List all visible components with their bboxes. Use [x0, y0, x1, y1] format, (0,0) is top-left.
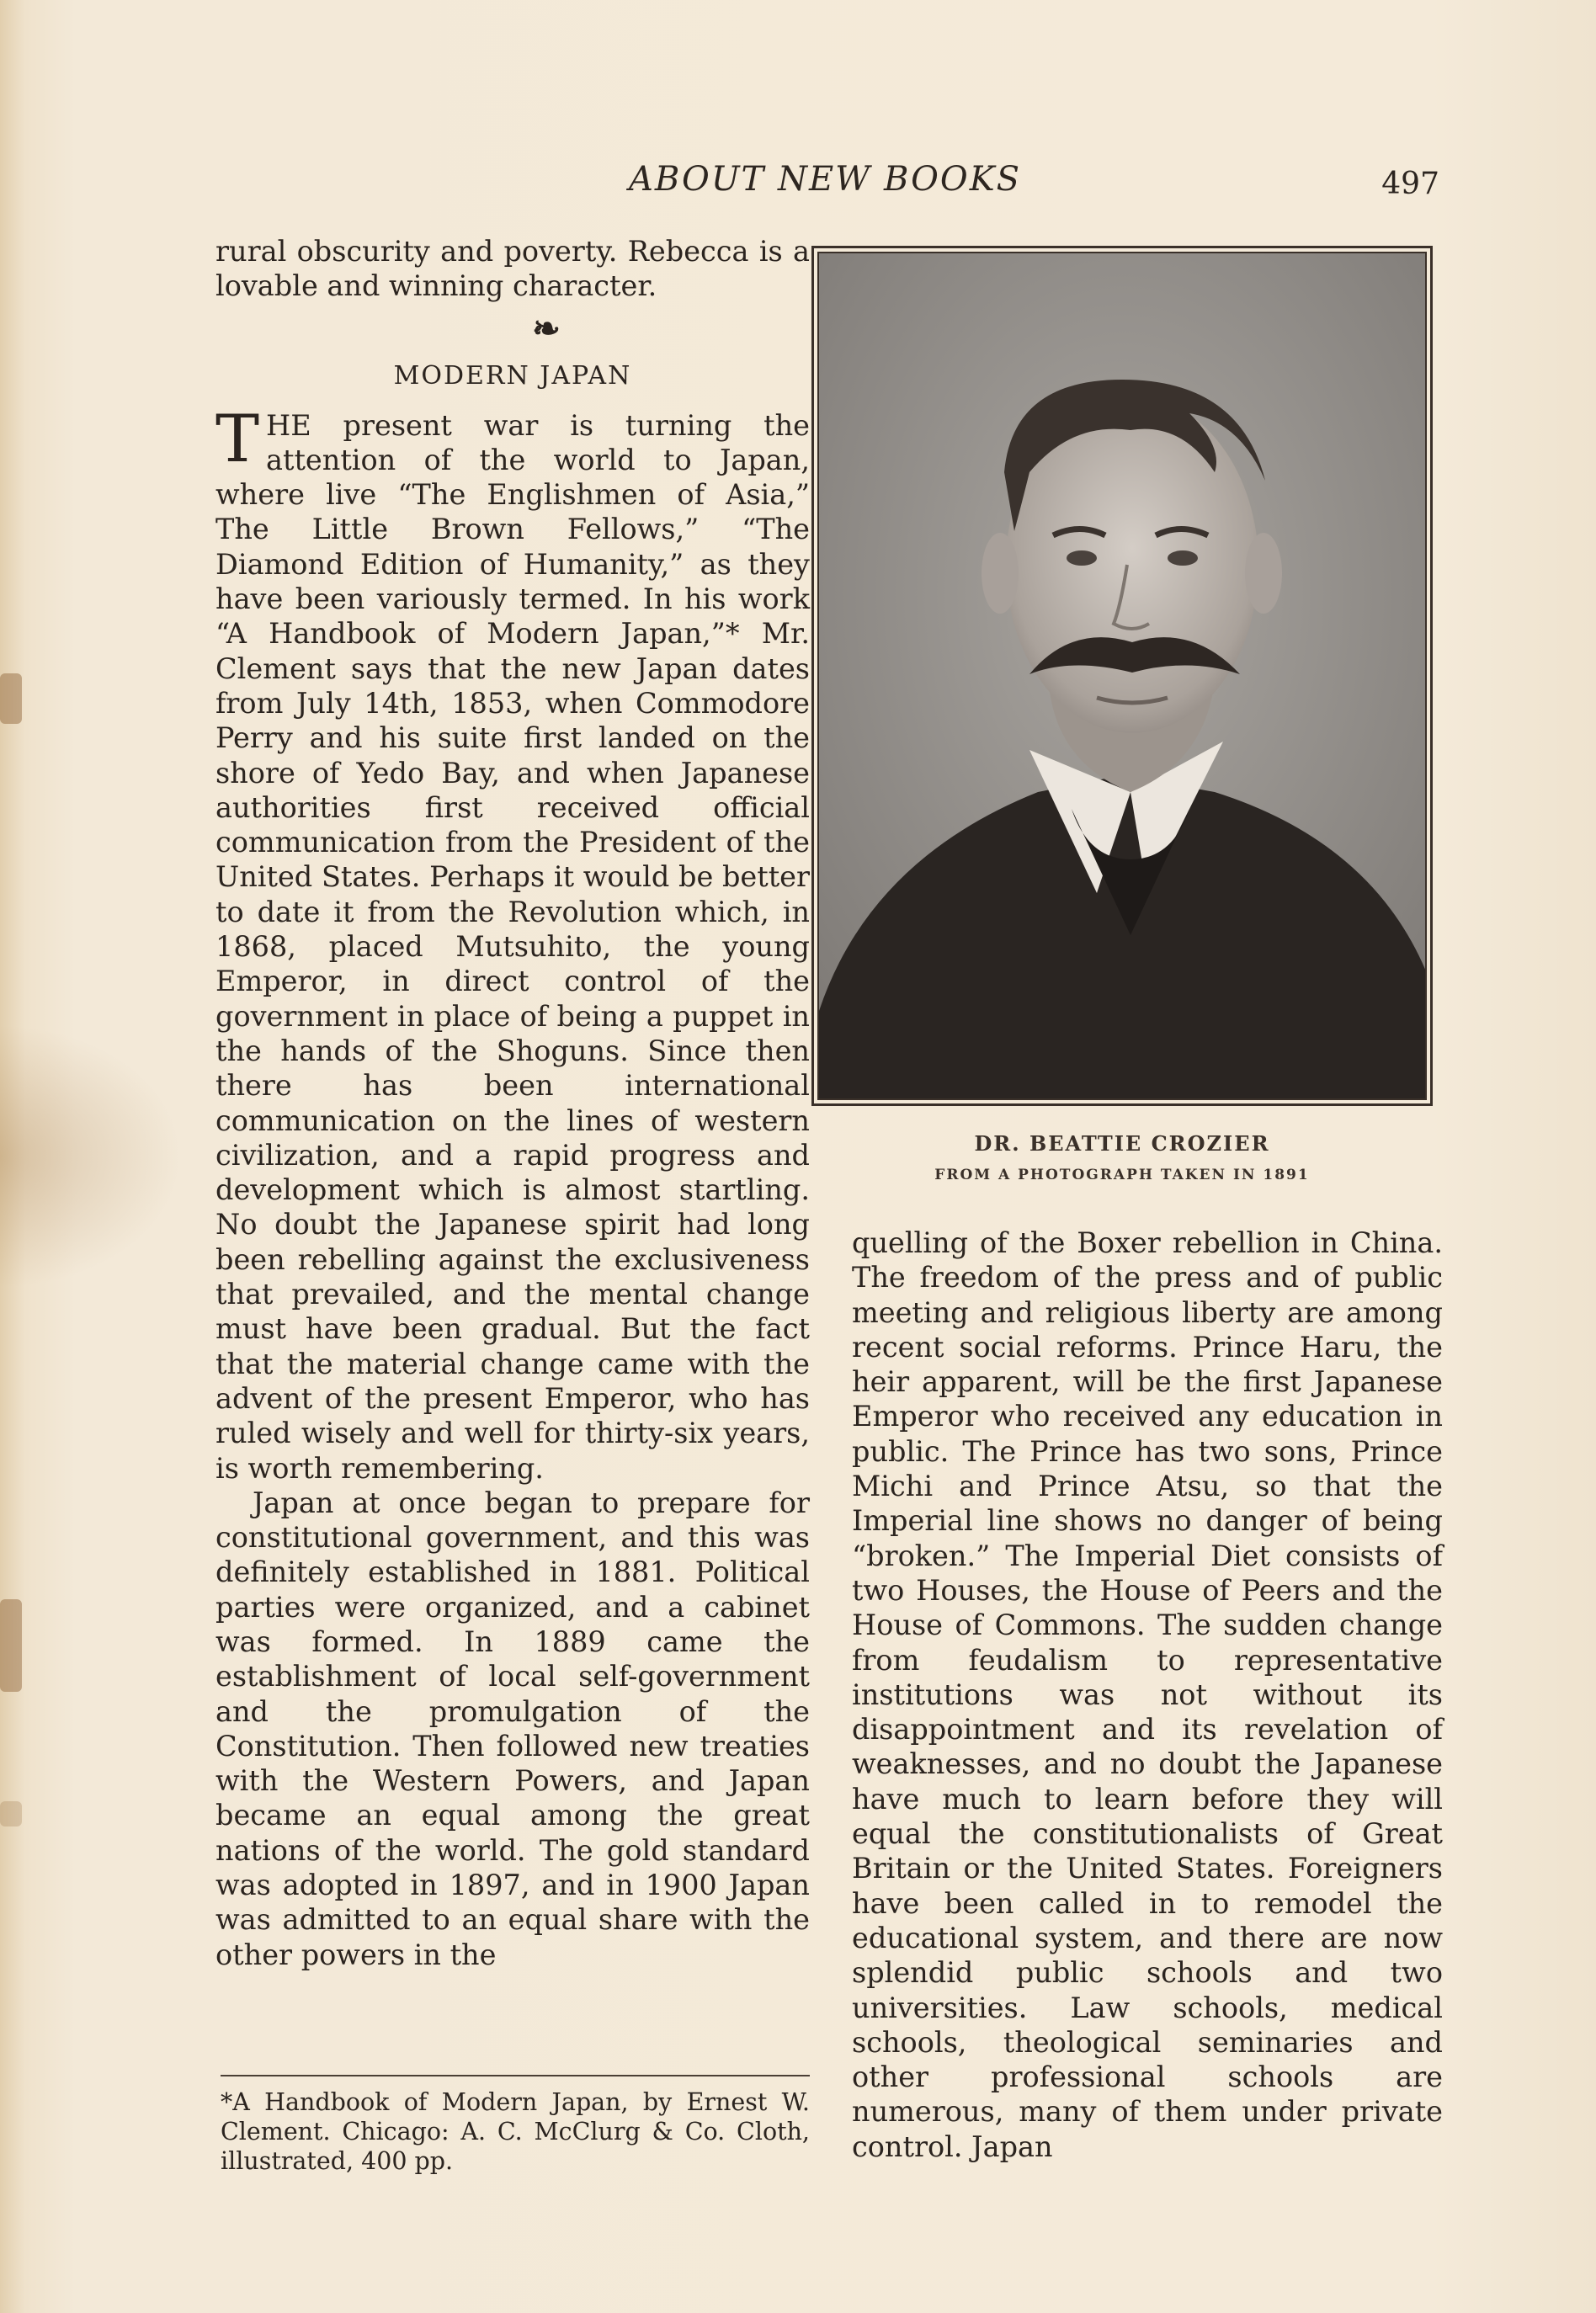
intro-text: rural obscurity and poverty. Rebecca is a lovable and winning character. [215, 235, 810, 303]
portrait-photo-frame [811, 246, 1433, 1106]
right-column [852, 1226, 1443, 2164]
footnote: *A Handbook of Modern Japan, by Ernest W. Clement. Chicago: A. C. McClurg & Co. Cloth, illustrated, 400 pp. [221, 2088, 810, 2175]
fleuron-ornament-icon: ❧ [532, 308, 561, 348]
page-number: 497 [1381, 167, 1439, 201]
edge-stain [0, 673, 22, 724]
article-paragraph-2: Japan at once began to prepare for constitutional government, and this was definitely established in 1881. Political parties were organized, and a cabinet was formed. In 1889 came the establishment of local self-government and the promulgation of the Constitution. Then followed new treaties with the Western Powers, and Japan became an equal among the great nations of the world. The gold standard was adopted in 1897, and in 1900 Japan was admitted to an equal share with the other powers in the [215, 1486, 810, 1971]
edge-stain [0, 1801, 22, 1826]
running-head: ABOUT NEW BOOKS [629, 160, 1021, 199]
photo-caption-source: FROM A PHOTOGRAPH TAKEN IN 1891 [934, 1167, 1310, 1183]
right-column-paragraph: quelling of the Boxer rebellion in China. The freedom of the press and of public meeting and religious liberty are among recent social reforms. Prince Haru, the heir apparent, will be the first Japanese Emperor who received any education in public. The Prince has two sons, Prince Michi and Prince Atsu, so that the Imperial line shows no danger of being “broken.” The Imperial Diet consists of two Houses, the House of Peers and the House of Commons. The sudden change from feudalism to representative institutions was not without its disappointment and its revelation of weaknesses, and no doubt the Japanese have much to learn before they will equal the constitutionalists of Great Britain or the United States. Foreigners have been called in to remodel the educational system, and there are now splendid public schools and two universities. Law schools, medical schools, theological seminaries and other professional schools are numerous, many of them under private control. Japan [852, 1226, 1443, 2163]
left-column [215, 234, 810, 1972]
photo-caption-name: DR. BEATTIE CROZIER [974, 1131, 1270, 1156]
paragraph-1-text: HE present war is turning the attention of the world to Japan, where live “The Englishmen of Asia,” The Little Brown Fellows,” “The Diamond Edition of Humanity,” as they have been variously termed. In his work “A Handbook of Modern Japan,”* Mr. Clement says that the new Japan dates from July 14th, 1853, when Commodore Perry and his suite first landed on the shore of Yedo Bay, and when Japanese authorities first received official communication from the President of the United States. Perhaps it would be better to date it from the Revolution which, in 1868, placed Mutsuhito, the young Emperor, in direct control of the government in place of being a puppet in the hands of the Shoguns. Since then there has been international communication on the lines of western civilization, and a rapid progress and development which is almost startling. No doubt the Japanese spirit had long been rebelling against the exclusiveness that prevailed, and the mental change must have been gradual. But the fact that the material change came with the advent of the present Emperor, who has ruled wisely and well for thirty-six years, is worth remembering. [215, 408, 810, 1485]
edge-stain [0, 1599, 22, 1692]
section-title: MODERN JAPAN [393, 360, 632, 391]
footnote-divider [221, 2075, 810, 2076]
portrait-photo [817, 252, 1427, 1100]
portrait-photo-image [819, 253, 1427, 1100]
drop-cap: T [215, 401, 260, 477]
article-paragraph-1 [215, 401, 810, 1486]
